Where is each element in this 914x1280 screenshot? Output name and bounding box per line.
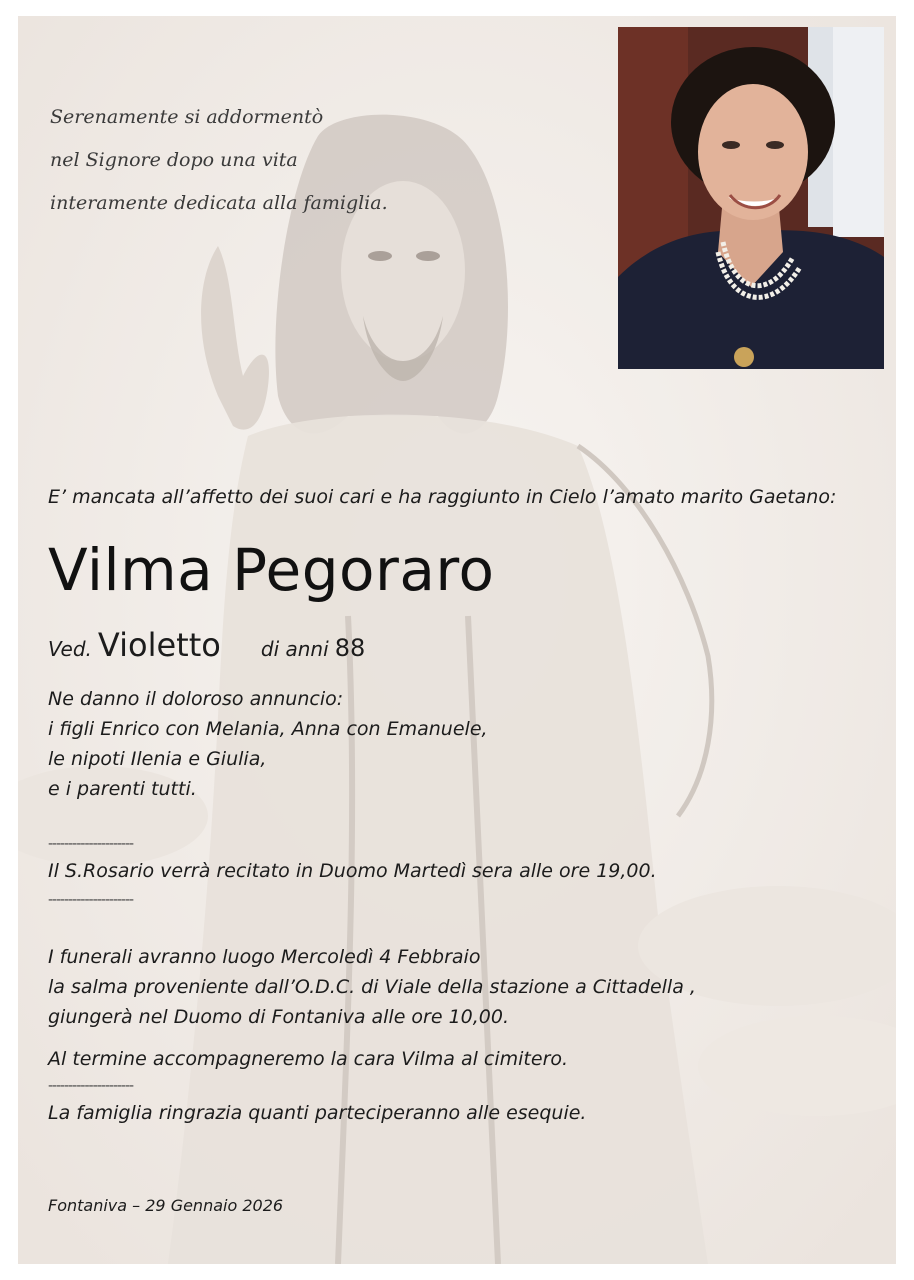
cemetery-text: Al termine accompagneremo la cara Vilma al cimitero. <box>48 1048 569 1070</box>
funeral-line: la salma proveniente dall’O.D.C. di Viale della stazione a Cittadella , <box>48 976 696 998</box>
portrait-photo <box>618 27 884 369</box>
separator-line: --------------------- <box>48 836 134 852</box>
quote-line: nel Signore dopo una vita <box>50 149 298 171</box>
announcement-block <box>48 684 488 804</box>
ved-prefix: Ved. <box>48 637 92 661</box>
separator-line: --------------------- <box>48 1078 134 1094</box>
funeral-line: giungerà nel Duomo di Fontaniva alle ore 10,00. <box>48 1006 510 1028</box>
separator-line: --------------------- <box>48 892 134 908</box>
footer-place-date: Fontaniva – 29 Gennaio 2026 <box>48 1196 284 1215</box>
age-prefix: di anni <box>260 637 329 661</box>
opening-quote <box>50 96 450 225</box>
funeral-block <box>48 942 696 1032</box>
rosary-text: Il S.Rosario verrà recitato in Duomo Martedì sera alle ore 19,00. <box>48 860 657 882</box>
deceased-name: Vilma Pegoraro <box>48 536 495 604</box>
announcement-line: i figli Enrico con Melania, Anna con Emanuele, <box>48 718 488 740</box>
obituary-sheet <box>18 16 896 1264</box>
announcement-line: e i parenti tutti. <box>48 778 197 800</box>
thanks-text: La famiglia ringrazia quanti parteciperanno alle esequie. <box>48 1102 587 1124</box>
age-value: 88 <box>334 634 366 662</box>
married-name: Violetto <box>97 626 221 664</box>
funeral-line: I funerali avranno luogo Mercoledì 4 Febbraio <box>48 946 481 968</box>
quote-line: Serenamente si addormentò <box>50 106 324 128</box>
intro-text: E’ mancata all’affetto dei suoi cari e ha raggiunto in Cielo l’amato marito Gaetano: <box>48 486 837 508</box>
widow-line <box>48 626 365 664</box>
quote-line: interamente dedicata alla famiglia. <box>50 192 388 214</box>
announcement-line: Ne danno il doloroso annuncio: <box>48 688 344 710</box>
announcement-line: le nipoti Ilenia e Giulia, <box>48 748 267 770</box>
